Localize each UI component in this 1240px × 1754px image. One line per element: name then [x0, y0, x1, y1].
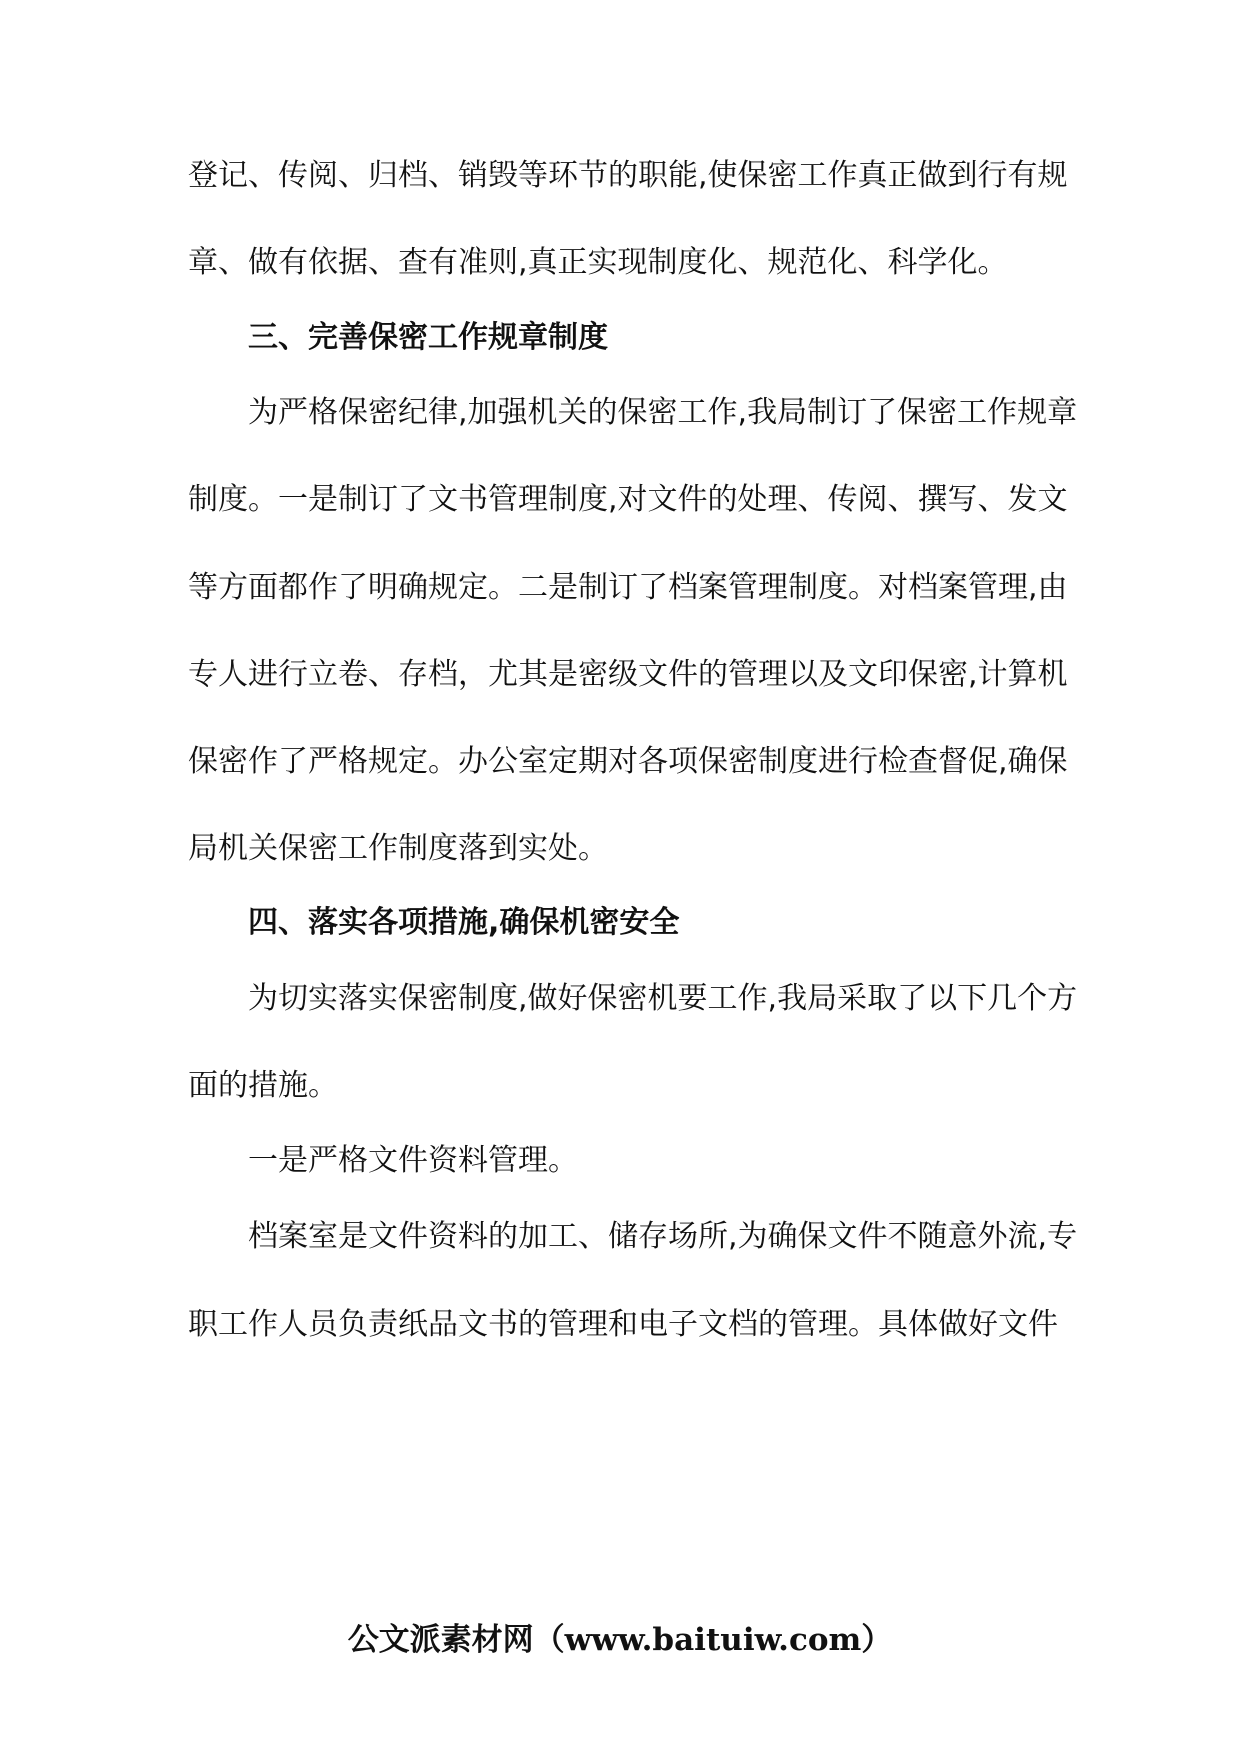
- body-line-1: 登记、传阅、归档、销毁等环节的职能,使保密工作真正做到行有规: [188, 158, 1068, 193]
- body-line-13: 一是严格文件资料管理。: [248, 1143, 578, 1178]
- body-line-2: 章、做有依据、查有准则,真正实现制度化、规范化、科学化。: [188, 245, 1008, 280]
- page-footer: 公文派素材网（www.baituiw.com）: [347, 1622, 893, 1658]
- section-heading-3: 三、完善保密工作规章制度: [248, 320, 608, 355]
- body-line-8: 保密作了严格规定。办公室定期对各项保密制度进行检查督促,确保: [188, 744, 1068, 779]
- body-line-4: 为严格保密纪律,加强机关的保密工作,我局制订了保密工作规章: [248, 395, 1078, 430]
- body-line-5: 制度。一是制订了文书管理制度,对文件的处理、传阅、撰写、发文: [188, 482, 1068, 517]
- body-line-7: 专人进行立卷、存档，尤其是密级文件的管理以及文印保密,计算机: [188, 657, 1068, 692]
- body-line-12: 面的措施。: [188, 1068, 338, 1103]
- section-heading-4: 四、落实各项措施,确保机密安全: [248, 905, 680, 940]
- body-line-11: 为切实落实保密制度,做好保密机要工作,我局采取了以下几个方: [248, 981, 1078, 1016]
- body-line-9: 局机关保密工作制度落到实处。: [188, 831, 608, 866]
- body-line-6: 等方面都作了明确规定。二是制订了档案管理制度。对档案管理,由: [188, 570, 1068, 605]
- body-line-14: 档案室是文件资料的加工、储存场所,为确保文件不随意外流,专: [248, 1219, 1078, 1254]
- body-line-15: 职工作人员负责纸品文书的管理和电子文档的管理。具体做好文件: [188, 1307, 1058, 1342]
